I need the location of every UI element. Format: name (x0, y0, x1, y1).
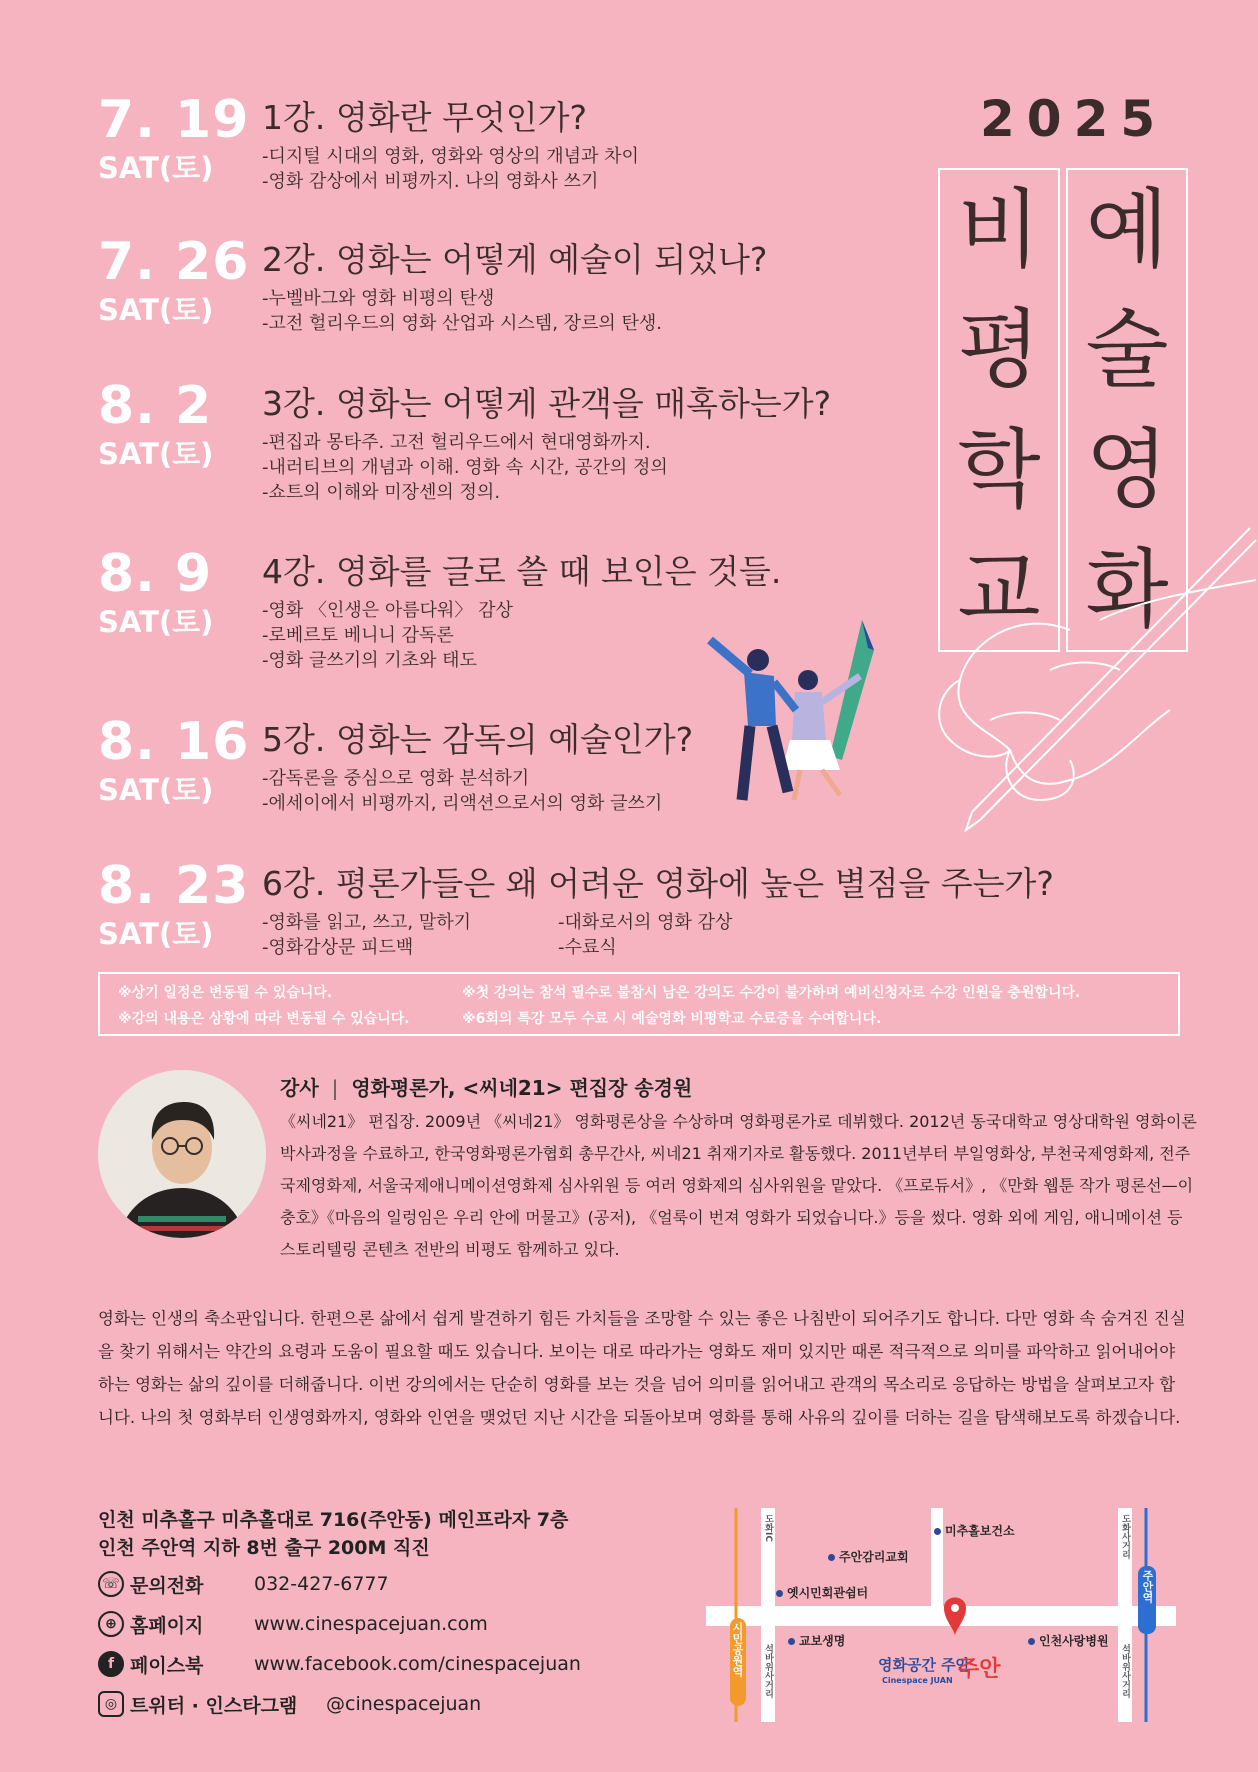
session-date: 7. 19 (98, 90, 250, 150)
title-char: 화 (1085, 540, 1169, 640)
contact-phone (98, 1568, 389, 1600)
session-title: 5강. 영화는 감독의 예술인가? (262, 720, 694, 759)
homepage-link[interactable]: www.cinespacejuan.com (254, 1613, 488, 1635)
facebook-link[interactable]: www.facebook.com/cinespacejuan (254, 1653, 581, 1675)
instructor-name: 영화평론가, <씨네21> 편집장 송경원 (351, 1076, 693, 1100)
session-date: 7. 26 (98, 232, 250, 292)
notice-text: ※6회의 특강 모두 수료 시 예술영화 비평학교 수료증을 수여합니다. (462, 1011, 882, 1027)
session-item: -내러티브의 개념과 이해. 영화 속 시간, 공간의 정의 (262, 457, 668, 478)
map-pin-icon (944, 1598, 966, 1637)
notice-box (98, 972, 1180, 1036)
session-day: SAT(토) (98, 773, 214, 807)
session-item: -편집과 몽타주. 고전 헐리우드에서 현대영화까지. (262, 432, 651, 453)
place-label: 옛시민회관쉼터 (776, 1584, 868, 1601)
contact-label: 홈페이지 (130, 1614, 204, 1637)
title-char: 비 (957, 180, 1041, 280)
session-items-col2 (558, 910, 732, 960)
session-item: -영화 글쓰기의 기초와 태도 (262, 650, 477, 671)
title-char: 교 (957, 540, 1041, 640)
instagram-icon: ◎ (98, 1691, 124, 1717)
instructor-label: 강사 (280, 1076, 319, 1100)
session-item: -영화를 읽고, 쓰고, 말하기 (262, 912, 471, 933)
address-line: 인천 주안역 지하 8번 출구 200M 직진 (98, 1537, 430, 1559)
contact-label: 문의전화 (130, 1574, 204, 1597)
notice-text: ※첫 강의는 참석 필수로 불참시 남은 강의도 수강이 불가하며 예비신청자로 수강 인원을 충원합니다. (462, 985, 1081, 1001)
instructor-heading (280, 1072, 692, 1101)
address-line: 인천 미추홀구 미추홀대로 716(주안동) 메인프라자 7층 (98, 1509, 569, 1531)
globe-icon: ⊕ (98, 1611, 124, 1637)
session-title: 1강. 영화란 무엇인가? (262, 98, 588, 137)
notice-text: ※강의 내용은 상황에 따라 변동될 수 있습니다. (118, 1011, 410, 1027)
session-items (262, 766, 662, 816)
place-label: 주안감리교회 (828, 1548, 909, 1565)
session-item: -영화감상문 피드백 (262, 937, 414, 958)
session-day: SAT(토) (98, 605, 214, 639)
session-item: -감독론을 중심으로 영화 분석하기 (262, 768, 530, 789)
station-label: 주안역 (1138, 1566, 1156, 1634)
contact-label: 트위터 · 인스타그램 (130, 1694, 298, 1717)
session-item: -영화 〈인생은 아름다워〉 감상 (262, 600, 513, 621)
instructor-photo (98, 1070, 266, 1238)
place-label: 미추홀보건소 (934, 1522, 1015, 1539)
session-title: 3강. 영화는 어떻게 관객을 매혹하는가? (262, 384, 832, 423)
session-items (262, 144, 639, 194)
phone-number[interactable]: 032-427-6777 (254, 1573, 389, 1595)
place-label: 교보생명 (788, 1632, 845, 1649)
session-items (262, 598, 513, 673)
session-item: -영화 감상에서 비평까지. 나의 영화사 쓰기 (262, 171, 599, 192)
facebook-icon: f (98, 1651, 124, 1677)
session-items (262, 910, 471, 960)
contact-sns (98, 1688, 481, 1720)
road-label: 석바위사거리 (1120, 1644, 1130, 1698)
session-item: -디지털 시대의 영화, 영화와 영상의 개념과 차이 (262, 146, 639, 167)
notice-text: ※상기 일정은 변동될 수 있습니다. (118, 985, 333, 1001)
year-title: 2025 (980, 90, 1168, 148)
title-char: 영 (1085, 420, 1169, 520)
divider: | (331, 1076, 339, 1100)
session-date: 8. 16 (98, 712, 250, 772)
session-item: -쇼트의 이해와 미장센의 정의. (262, 482, 501, 503)
location-map (706, 1508, 1176, 1722)
title-char: 예 (1085, 180, 1169, 280)
contact-homepage (98, 1608, 488, 1640)
session-item: -에세이에서 비평까지, 리액션으로서의 영화 글쓰기 (262, 793, 663, 814)
road-label: 도화사거리 (1120, 1514, 1130, 1559)
session-date: 8. 2 (98, 376, 213, 436)
road-label: 석바위사거리 (763, 1644, 773, 1698)
title-char: 평 (957, 300, 1041, 400)
session-items (262, 286, 662, 336)
session-item: -대화로서의 영화 감상 (558, 912, 733, 933)
intro-paragraph: 영화는 인생의 축소판입니다. 한편으론 삶에서 쉽게 발견하기 힘든 가치들을 조망할 수 있는 좋은 나침반이 되어주기도 합니다. 다만 영화 속 숨겨진 진실을 찾기 위해서는 약간의 요령과 도움이 필요할 때도 있습니다. 보이는 대로 따라가는 영화도 재미 있지만 때론 적극적으로 의미를 파악하고 읽어내어야 하는 영화는 삶의 깊이를 더해줍니다. 이번 강의에서는 단순히 영화를 보는 것을 넘어 의미를 읽어내고 관객의 목소리로 응답하는 방법을 살펴보고자 합니다. 나의 첫 영화부터 인생영화까지, 영화와 인연을 맺었던 지난 시간을 되돌아보며 영화를 통해 사유의 깊이를 더하는 길을 탐색해보도록 하겠습니다. (98, 1309, 1186, 1427)
title-char: 술 (1085, 300, 1169, 400)
session-item: -수료식 (558, 937, 617, 958)
address-block (98, 1506, 568, 1562)
session-items (262, 430, 668, 505)
venue-english-label: Cinespace JUAN (882, 1676, 953, 1685)
session-day: SAT(토) (98, 293, 214, 327)
title-char: 학 (957, 420, 1041, 520)
session-day: SAT(토) (98, 437, 214, 471)
session-title: 2강. 영화는 어떻게 예술이 되었나? (262, 240, 768, 279)
session-date: 8. 9 (98, 544, 213, 604)
session-item: -누벨바그와 영화 비평의 탄생 (262, 288, 495, 309)
session-item: -고전 헐리우드의 영화 산업과 시스템, 장르의 탄생. (262, 313, 663, 334)
contact-label: 페이스북 (130, 1654, 204, 1677)
instructor-portrait-image (98, 1070, 266, 1238)
road-label: 도화IC (763, 1514, 773, 1542)
session-day: SAT(토) (98, 151, 214, 185)
instructor-bio: 《씨네21》 편집장. 2009년 《씨네21》 영화평론상을 수상하며 영화평론가로 데뷔했다. 2012년 동국대학교 영상대학원 영화이론 박사과정을 수료하고, 한국영화평론가협회 총무간사, 씨네21 취재기자로 활동했다. 2011년부터 부일영화상, 부천국제영화제, 전주국제영화제, 서울국제애니메이션영화제 심사위원 등 여러 영화제의 심사위원을 맡았다. 《프로듀서》, 《만화 웹툰 작가 평론선—이충호》《마음의 일렁임은 우리 안에 머물고》(공저), 《얼룩이 번져 영화가 되었습니다.》등을 썼다. 영화 외에 게임, 애니메이션 등 스토리텔링 콘텐츠 전반의 비평도 함께하고 있다. (280, 1112, 1197, 1259)
place-label: 인천사랑병원 (1028, 1632, 1109, 1649)
couple-illustration (690, 610, 920, 820)
session-title: 4강. 영화를 글로 쓸 때 보인은 것들. (262, 552, 782, 591)
station-label: 시민공원역 (730, 1618, 746, 1706)
session-title: 6강. 평론가들은 왜 어려운 영화에 높은 별점을 주는가? (262, 864, 1054, 903)
contact-facebook (98, 1648, 581, 1680)
map-roads (706, 1508, 1176, 1722)
venue-logo-text: 주안 (958, 1656, 1001, 1682)
session-date: 8. 23 (98, 856, 250, 916)
phone-icon: ☏ (98, 1571, 124, 1597)
sns-handle[interactable]: @cinespacejuan (326, 1693, 482, 1715)
hand-pen-illustration (900, 520, 1258, 850)
venue-label: 영화공간 주안 (878, 1656, 971, 1674)
session-day: SAT(토) (98, 917, 214, 951)
session-item: -로베르토 베니니 감독론 (262, 625, 454, 646)
